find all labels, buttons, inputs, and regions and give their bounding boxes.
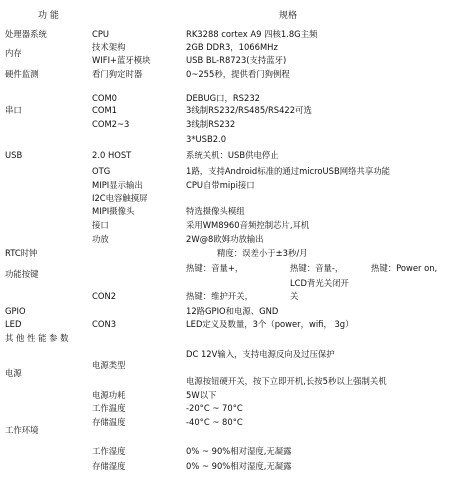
row-mipi-display-spec: CPU自带mipi接口 xyxy=(186,180,255,190)
row-usb-host-item: 2.0 HOST xyxy=(92,150,132,160)
row-wdt-category: 硬件监测 xyxy=(5,69,39,79)
hotkey-volume-down: 热键：音量-， xyxy=(290,263,344,273)
row-usb-host-spec: 系统关机：USB供电停止 xyxy=(186,150,279,160)
header-spec: 规格 xyxy=(279,11,298,21)
work-temp-spec: -20°C ~ 70°C xyxy=(186,403,243,413)
row-com0-spec: DEBUG口，RS232 xyxy=(186,93,260,103)
row-mem-item: 技术架构 xyxy=(92,42,126,52)
power-category: 电源 xyxy=(5,368,22,378)
hotkey-volume-up: 热键：音量+， xyxy=(186,263,244,273)
row-usb-category: USB xyxy=(5,150,23,160)
con3-item: CON3 xyxy=(92,319,117,329)
row-amp-item: 功放 xyxy=(92,234,109,244)
row-usb-count: 3*USB2.0 xyxy=(186,134,227,144)
hotkey-maintenance: 热键：维护开关， xyxy=(186,291,253,301)
func-keys-category: 功能按键 xyxy=(5,269,39,279)
row-mipi-display-item: MIPI显示输出 xyxy=(92,180,143,190)
row-amp-spec: 2W@8欧姆功放输出 xyxy=(186,234,264,244)
header-function: 功 能 xyxy=(38,11,59,21)
env-category: 工作环境 xyxy=(5,425,39,435)
row-audio-spec: 采用WM8960音频控制芯片,耳机 xyxy=(186,220,310,230)
row-mem-category: 内存 xyxy=(5,48,22,58)
power-consumption-item: 电源功耗 xyxy=(92,390,126,400)
dc-input-spec: DC 12V输入，支持电源反向及过压保护 xyxy=(186,349,335,359)
row-cpu-spec: RK3288 cortex A9 四核1.8G主频 xyxy=(186,29,318,39)
gpio-category: GPIO xyxy=(5,306,26,316)
row-cpu-category: 处理器系统 xyxy=(5,29,47,39)
store-humidity-spec: 0% ~ 90%相对湿度,无凝露 xyxy=(186,461,292,471)
con2-item: CON2 xyxy=(92,291,117,301)
hotkey-power-on: 热键：Power on, xyxy=(371,263,438,273)
row-com1-item: COM1 xyxy=(92,105,117,115)
row-rtc-spec: 精度：误差小于±3秒/月 xyxy=(217,248,308,258)
store-temp-spec: -40°C ~ 80°C xyxy=(186,417,243,427)
power-consumption-spec: 5W以下 xyxy=(186,390,217,400)
row-wifi-spec: USB BL-R8723(支持蓝牙) xyxy=(186,55,287,65)
row-mem-spec: 2GB DDR3，1066MHz xyxy=(186,42,278,52)
led-category: LED xyxy=(5,319,22,329)
row-audio-item: 接口 xyxy=(92,220,109,230)
row-cpu-item: CPU xyxy=(92,29,110,39)
store-temp-item: 存储温度 xyxy=(92,417,126,427)
row-wdt-item: 看门狗定时器 xyxy=(92,69,143,79)
power-switch-spec: 电源按钮硬开关，按下立即开机,长按5秒以上强制关机 xyxy=(186,376,387,386)
row-serial-category: 串口 xyxy=(5,105,22,115)
work-temp-item: 工作温度 xyxy=(92,403,126,413)
hotkey-lcd-backlight: LCD背光关闭开 xyxy=(290,278,349,288)
row-rtc-category: RTC时钟 xyxy=(5,248,38,258)
row-i2c-touch-item: I2C电容触摸屏 xyxy=(92,193,148,203)
gpio-spec: 12路GPIO和电源、GND xyxy=(186,306,279,316)
other-params-heading: 其 他 性 能 参 数 xyxy=(5,333,69,343)
work-humidity-spec: 0% ~ 90%相对湿度,无凝露 xyxy=(186,446,292,456)
row-mipi-camera-spec: 特选摄像头模组 xyxy=(186,206,245,216)
row-otg-spec: 1路，支持Android标准的通过microUSB网络共享功能 xyxy=(186,166,390,176)
row-com1-spec: 3线制RS232/RS485/RS422可选 xyxy=(186,105,312,115)
led-spec: LED定义及数量，3个（power，wifi， 3g） xyxy=(186,319,354,329)
row-wdt-spec: 0~255秒，提供看门狗例程 xyxy=(186,69,290,79)
row-com23-spec: 3线制RS232 xyxy=(186,119,236,129)
row-otg-item: OTG xyxy=(92,166,111,176)
row-mipi-camera-item: MIPI摄像头 xyxy=(92,206,135,216)
row-wifi-item: WIFI+蓝牙模块 xyxy=(92,55,151,65)
work-humidity-item: 工作湿度 xyxy=(92,446,126,456)
hotkey-maintenance-cont: 关 xyxy=(290,291,299,301)
store-humidity-item: 存储湿度 xyxy=(92,461,126,471)
row-com23-item: COM2~3 xyxy=(92,119,130,129)
row-com0-item: COM0 xyxy=(92,93,117,103)
power-type-item: 电源类型 xyxy=(92,360,126,370)
